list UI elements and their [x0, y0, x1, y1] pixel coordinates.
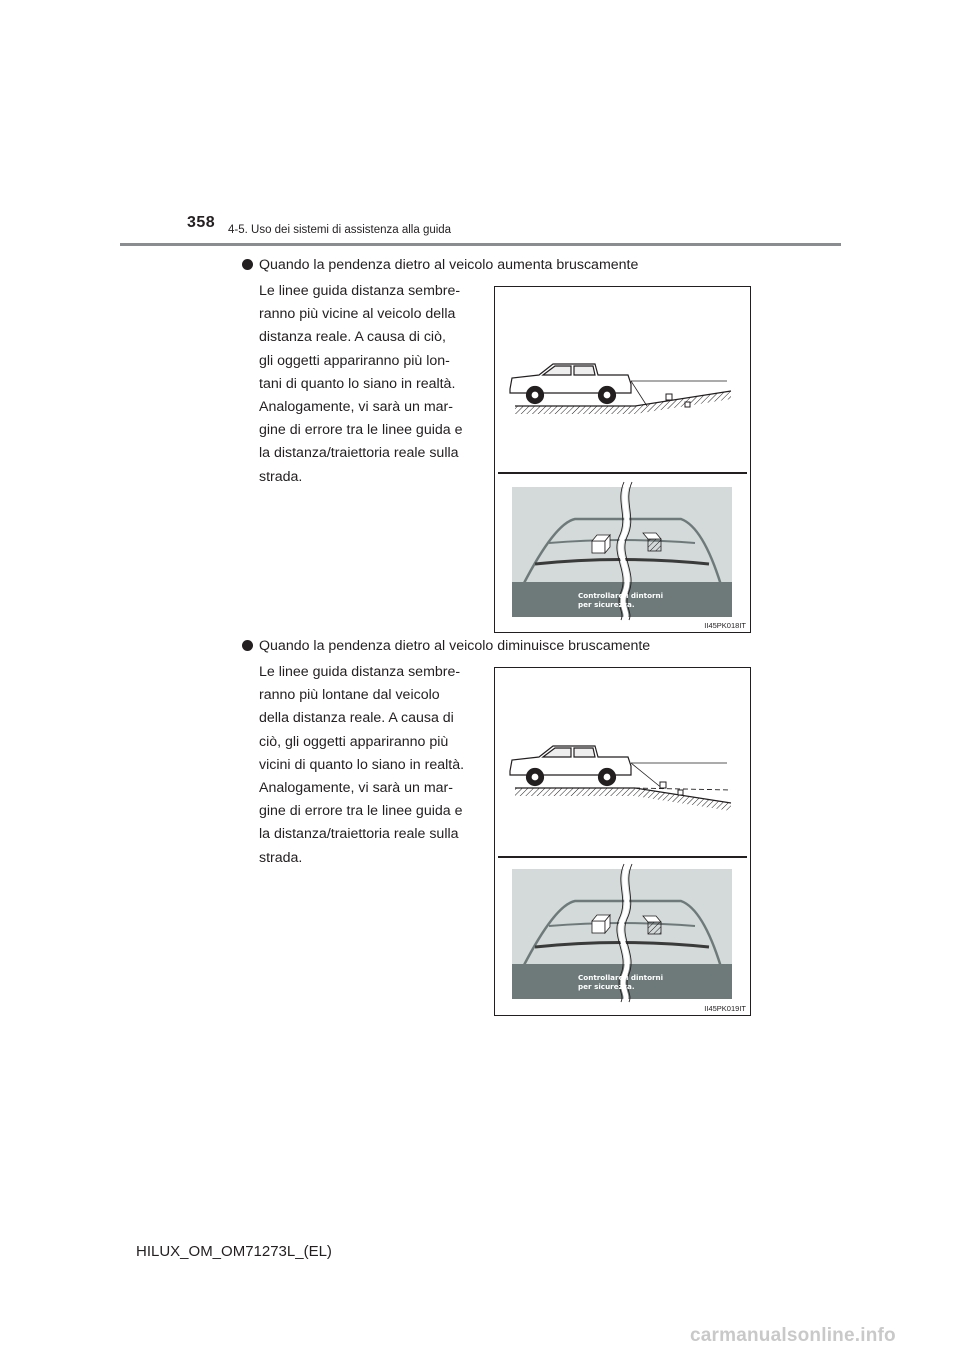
text-line: distanza reale. A causa di ciò, — [259, 329, 446, 346]
watermark: carmanualsonline.info — [690, 1325, 896, 1346]
section-title: 4-5. Uso dei sistemi di assistenza alla guida — [228, 224, 452, 236]
illustration-slope-up — [495, 287, 750, 632]
bullet-heading-2 — [242, 638, 650, 654]
text-line: tani di quanto lo siano in realtà. — [259, 375, 456, 392]
text-line: strada. — [259, 468, 303, 485]
sight-line — [631, 763, 663, 789]
text-line: Analogamente, vi sarà un mar- — [259, 399, 453, 416]
bullet-icon — [242, 259, 253, 270]
text-line: la distanza/traiettoria reale sulla — [259, 445, 459, 462]
text-line: la distanza/traiettoria reale sulla — [259, 826, 459, 843]
text-line: gli oggetti appariranno più lon- — [259, 352, 450, 369]
screen-warning-line2: per sicurezza. — [578, 600, 635, 609]
figure-slope-up — [494, 286, 751, 633]
header-rule — [120, 243, 841, 246]
figure-code: II45PK019IT — [704, 1004, 746, 1013]
object-box-plain — [592, 535, 610, 553]
paragraph-1 — [259, 280, 477, 489]
object-box-plain — [592, 915, 610, 933]
ground-hatch — [515, 391, 731, 414]
text-line: strada. — [259, 849, 303, 866]
text-line: ranno più lontane dal veicolo — [259, 687, 440, 704]
object-marker — [685, 402, 690, 407]
paragraph-2 — [259, 661, 477, 870]
screen-warning-line2: per sicurezza. — [578, 982, 635, 991]
illustration-slope-down — [495, 668, 750, 1015]
truck-icon — [510, 746, 631, 786]
object-marker — [660, 782, 666, 788]
text-line: Le linee guida distanza sembre- — [259, 664, 461, 680]
text-line: della distanza reale. A causa di — [259, 710, 454, 727]
text-line: gine di errore tra le linee guida e — [259, 803, 463, 820]
bullet-icon — [242, 640, 253, 651]
bullet-text: Quando la pendenza dietro al veicolo aumenta bruscamente — [259, 257, 639, 273]
object-marker — [666, 394, 672, 400]
camera-screen — [512, 864, 732, 1002]
ground-hatch — [515, 788, 731, 811]
bullet-text: Quando la pendenza dietro al veicolo diminuisce bruscamente — [259, 638, 651, 654]
page-number: 358 — [187, 214, 216, 231]
bullet-heading-1 — [242, 257, 638, 273]
object-marker — [678, 790, 683, 795]
text-line: vicini di quanto lo siano in realtà. — [259, 756, 465, 773]
truck-icon — [510, 364, 631, 404]
screen-warning-line1: Controllare i dintorni — [578, 973, 664, 982]
text-line: gine di errore tra le linee guida e — [259, 422, 463, 439]
sight-line — [631, 381, 647, 406]
figure-code: II45PK018IT — [704, 621, 746, 630]
document-code: HILUX_OM_OM71273L_(EL) — [136, 1243, 332, 1260]
text-line: Analogamente, vi sarà un mar- — [259, 780, 453, 797]
figure-slope-down — [494, 667, 751, 1016]
screen-warning-line1: Controllare i dintorni — [578, 591, 664, 600]
camera-screen — [512, 482, 732, 620]
text-line: ciò, gli oggetti appariranno più — [259, 733, 449, 750]
text-line: ranno più vicine al veicolo della — [259, 306, 456, 323]
text-line: Le linee guida distanza sembre- — [259, 283, 461, 299]
